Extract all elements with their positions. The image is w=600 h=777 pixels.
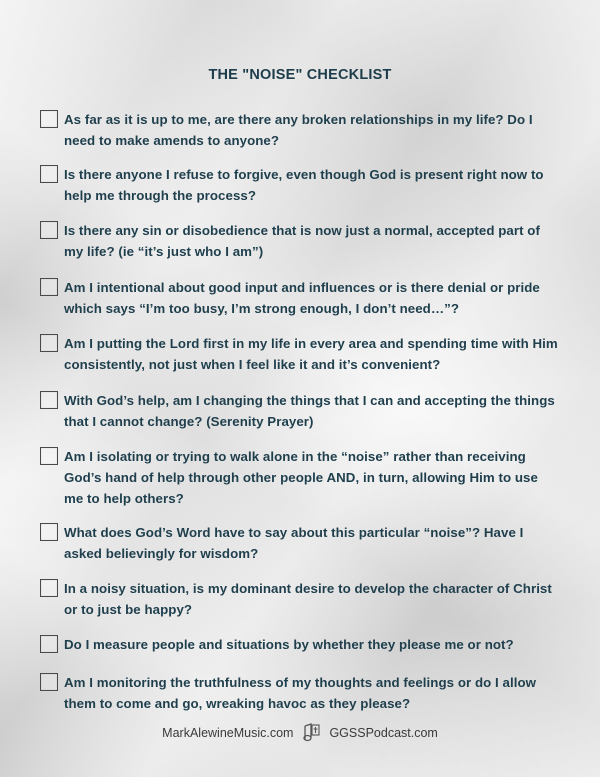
- checklist-item: [40, 634, 560, 655]
- checklist-item: [40, 333, 560, 375]
- music-note-cross-icon: [301, 722, 321, 744]
- footer-link-markalewine[interactable]: MarkAlewineMusic.com: [162, 726, 294, 740]
- checkbox[interactable]: [40, 391, 58, 409]
- checkbox[interactable]: [40, 673, 58, 691]
- checklist-item: [40, 672, 560, 714]
- checkbox[interactable]: [40, 278, 58, 296]
- checklist-item-text: What does God’s Word have to say about this particular “noise”? Have I asked believingly for wisdom?: [64, 525, 524, 561]
- footer: [0, 722, 600, 744]
- checklist-item: [40, 164, 560, 206]
- page-title: THE "NOISE" CHECKLIST: [208, 67, 392, 83]
- checkbox[interactable]: [40, 579, 58, 597]
- checklist-item-text: Do I measure people and situations by whether they please me or not?: [64, 637, 514, 652]
- checkbox[interactable]: [40, 110, 58, 128]
- checklist-item-text: Is there anyone I refuse to forgive, even though God is present right now to help me through the process?: [64, 167, 544, 203]
- checklist-item-text: In a noisy situation, is my dominant desire to develop the character of Christ or to just be happy?: [64, 581, 552, 617]
- checklist-item: [40, 220, 560, 262]
- checkbox[interactable]: [40, 221, 58, 239]
- checklist-item: [40, 522, 560, 564]
- checklist-item-text: Am I intentional about good input and influences or is there denial or pride which says “I’m too busy, I’m strong enough, I don’t need…”?: [64, 280, 540, 316]
- checkbox[interactable]: [40, 165, 58, 183]
- checkbox[interactable]: [40, 635, 58, 653]
- checklist-item: [40, 277, 560, 319]
- checklist-item: [40, 578, 560, 620]
- checklist-item-text: Am I monitoring the truthfulness of my thoughts and feelings or do I allow them to come and go, wreaking havoc as they please?: [64, 675, 537, 711]
- checkbox[interactable]: [40, 334, 58, 352]
- checkbox[interactable]: [40, 523, 58, 541]
- checklist-item: [40, 446, 560, 509]
- checklist-item-text: As far as it is up to me, are there any broken relationships in my life? Do I need to make amends to anyone?: [64, 112, 533, 148]
- checklist-item-text: Am I isolating or trying to walk alone in the “noise” rather than receiving God’s hand of help through other people AND, in turn, allowing Him to use me to help others?: [64, 449, 538, 506]
- checkbox[interactable]: [40, 447, 58, 465]
- footer-link-ggss[interactable]: GGSSPodcast.com: [329, 726, 438, 740]
- checklist-item-text: With God’s help, am I changing the things that I can and accepting the things that I cannot change? (Serenity Prayer): [64, 393, 555, 429]
- checklist-item: [40, 109, 560, 151]
- checklist-item: [40, 390, 560, 432]
- checklist-item-text: Is there any sin or disobedience that is now just a normal, accepted part of my life? (ie “it’s just who I am”): [64, 223, 540, 259]
- checklist-item-text: Am I putting the Lord first in my life in every area and spending time with Him consistently, not just when I feel like it and it’s convenient?: [64, 336, 558, 372]
